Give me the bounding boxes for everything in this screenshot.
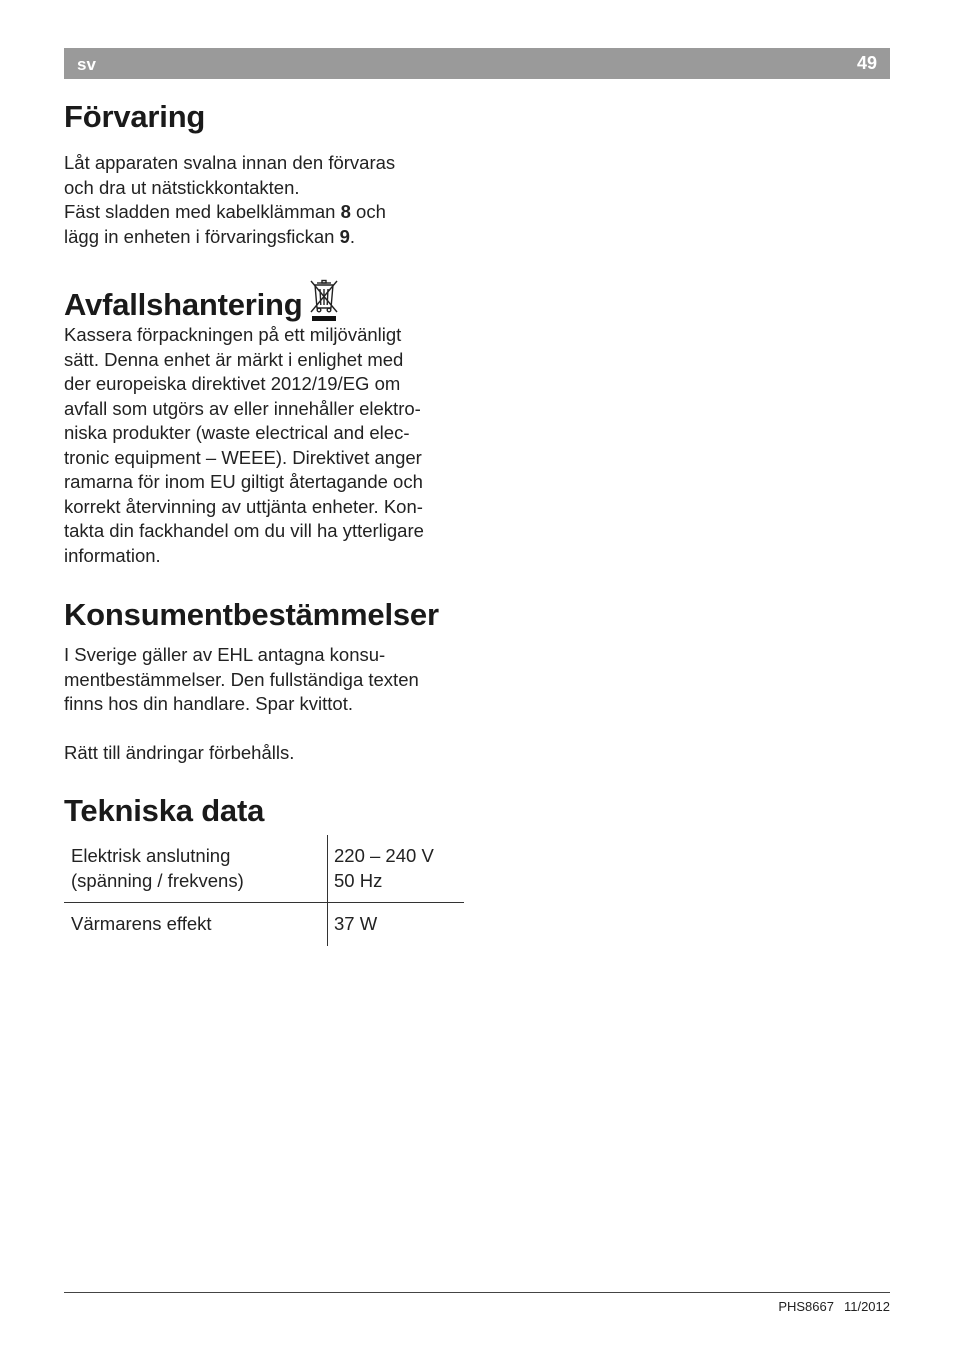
page-header-bar xyxy=(64,48,890,79)
storage-line xyxy=(64,225,474,250)
tech-data-table xyxy=(64,835,464,946)
storage-line xyxy=(64,200,474,225)
consumer-line: finns hos din handlare. Spar kvittot. xyxy=(64,693,353,714)
disposal-line: information. xyxy=(64,544,161,566)
consumer-line: I Sverige gäller av EHL antagna konsu- xyxy=(64,644,386,665)
section-title-consumer: Konsumentbestämmelser xyxy=(64,597,439,632)
footer-divider xyxy=(64,1292,890,1293)
disposal-line: ramarna för inom EU giltigt återtagande och xyxy=(64,471,423,492)
storage-body xyxy=(64,151,474,249)
part-number-8: 8 xyxy=(340,201,351,222)
cell-text: Elektrisk anslutning xyxy=(71,845,231,866)
table-cell-label xyxy=(64,903,328,946)
language-code: sv xyxy=(77,55,96,74)
storage-line: Låt apparaten svalna innan den förvaras xyxy=(64,152,396,173)
edition-date: 11/2012 xyxy=(843,1299,890,1314)
text-span: och xyxy=(350,201,386,222)
consumer-note: Rätt till ändringar förbehålls. xyxy=(64,742,295,763)
disposal-line: takta din fackhandel om du vill ha ytterligare xyxy=(64,520,424,541)
disposal-line: tronic equipment – WEEE). Direktivet anger xyxy=(64,446,422,468)
text-span: . xyxy=(349,225,356,247)
section-title-storage: Förvaring xyxy=(64,99,206,134)
page-footer xyxy=(778,1299,890,1314)
table-row xyxy=(64,903,464,946)
disposal-line: korrekt återvinning av uttjänta enheter. Kon- xyxy=(64,495,423,517)
table-cell-value xyxy=(328,835,465,903)
section-title-disposal: Avfallshantering xyxy=(64,287,303,322)
disposal-line: der europeiska direktivet 2012/19/EG om xyxy=(64,373,401,394)
cell-text: 37 W xyxy=(334,913,378,934)
section-title-tech: Tekniska data xyxy=(64,793,265,828)
text-span: lägg in enheten i förvaringsfickan xyxy=(64,225,340,247)
section-title-disposal-row xyxy=(64,279,474,323)
cell-text: Värmarens effekt xyxy=(71,913,212,934)
page-number: 49 xyxy=(856,53,877,73)
model-number: PHS8667 xyxy=(778,1299,834,1314)
table-cell-value xyxy=(328,903,465,946)
disposal-body xyxy=(64,323,474,568)
storage-line: och dra ut nätstickkontakten. xyxy=(64,176,300,198)
table-cell-label xyxy=(64,835,328,903)
disposal-line: sätt. Denna enhet är märkt i enlighet med xyxy=(64,348,404,370)
weee-crossed-bin-icon xyxy=(309,279,339,323)
disposal-line: Kassera förpackningen på ett miljövänligt xyxy=(64,324,402,345)
consumer-line: mentbestämmelser. Den fullständiga texten xyxy=(64,668,419,690)
cell-text: (spänning / frekvens) xyxy=(71,869,244,891)
consumer-body xyxy=(64,643,474,717)
disposal-line: niska produkter (waste electrical and elec- xyxy=(64,422,410,443)
cell-text: 50 Hz xyxy=(334,869,383,891)
disposal-line: avfall som utgörs av eller innehåller elektro- xyxy=(64,397,421,419)
table-row xyxy=(64,835,464,903)
part-number-9: 9 xyxy=(339,225,350,247)
cell-text: 220 – 240 V xyxy=(334,845,434,866)
text-span: Fäst sladden med kabelklämman xyxy=(64,201,341,222)
